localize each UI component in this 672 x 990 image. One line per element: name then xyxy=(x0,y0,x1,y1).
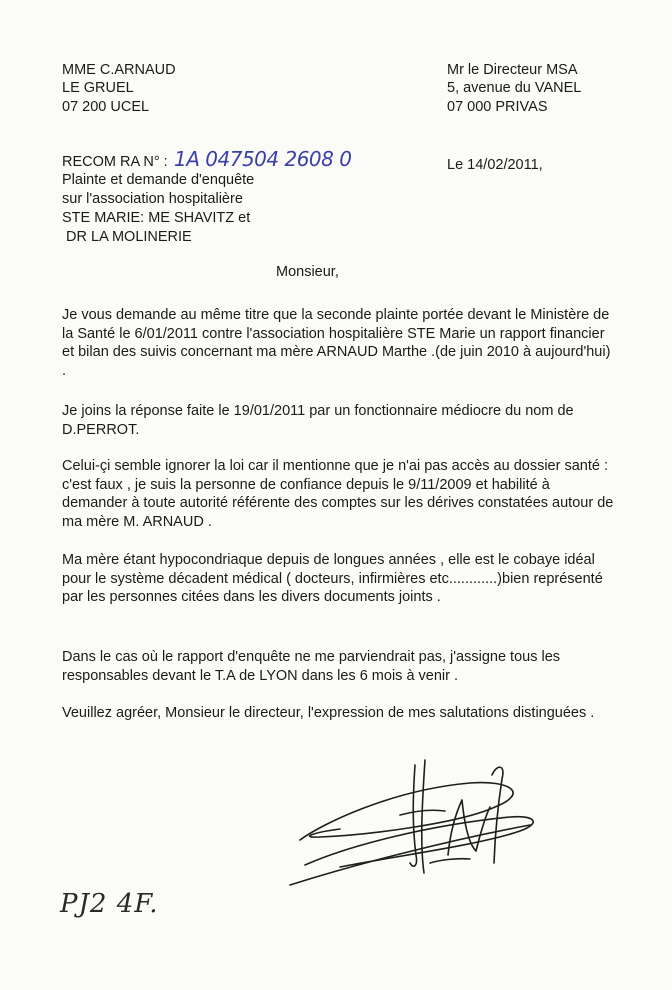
sender-name: MME C.ARNAUD xyxy=(62,62,176,78)
handwritten-annotation xyxy=(58,878,188,920)
recipient-title: Mr le Directeur MSA xyxy=(447,62,578,78)
sender-address: LE GRUEL xyxy=(62,80,134,96)
body-paragraph: Dans le cas où le rapport d'enquête ne me parviendrait pas, j'assigne tous les responsables devant le T.A de LYON dans les 6 mois à venir . xyxy=(62,649,561,684)
letter-date: Le 14/02/2011, xyxy=(447,157,543,173)
body-paragraph: Celui-çi semble ignorer la loi car il mentionne que je n'ai pas accès au dossier santé : c'est faux , je suis la personne de confiance depuis le 9/11/2009 et habilité à demander à toute autorité référente des comptes sur les dérives constatées autour de ma mère M. ARNAUD . xyxy=(62,458,614,530)
body-paragraph: Je vous demande au même titre que la seconde plainte portée devant le Ministère de la Santé le 6/01/2011 contre l'association hospitalière STE Marie un rapport financier et bilan des suivis concernant ma mère ARNAUD Marthe .(de juin 2010 à aujourd'hui) . xyxy=(62,307,611,379)
subject-line: DR LA MOLINERIE xyxy=(62,229,192,245)
body-paragraph: Ma mère étant hypocondriaque depuis de longues années , elle est le cobaye idéal pour le système décadent médical ( docteurs, infirmières etc............)bien représenté par les personnes citées dans les divers documents joints . xyxy=(62,552,603,606)
sender-city: 07 200 UCEL xyxy=(62,99,150,115)
body-paragraph: Je joins la réponse faite le 19/01/2011 par un fonctionnaire médiocre du nom de D.PERROT. xyxy=(62,403,574,438)
recipient-city: 07 000 PRIVAS xyxy=(447,99,548,115)
subject-line: Plainte et demande d'enquête xyxy=(62,172,255,188)
svg-text:PJ2 4F.: PJ2 4F. xyxy=(60,889,159,919)
reference-label: RECOM RA N° : xyxy=(62,154,168,170)
body-paragraph: Veuillez agréer, Monsieur le directeur, l'expression de mes salutations distinguées . xyxy=(62,705,595,721)
salutation: Monsieur, xyxy=(276,264,339,280)
svg-text:1A 047504 2608 0: 1A 047504 2608 0 xyxy=(174,147,352,171)
signature xyxy=(280,745,550,900)
subject-line: sur l'association hospitalière xyxy=(62,191,243,207)
recipient-address: 5, avenue du VANEL xyxy=(447,80,582,96)
handwritten-reference-number xyxy=(174,144,352,174)
subject-line: STE MARIE: ME SHAVITZ et xyxy=(62,210,251,226)
